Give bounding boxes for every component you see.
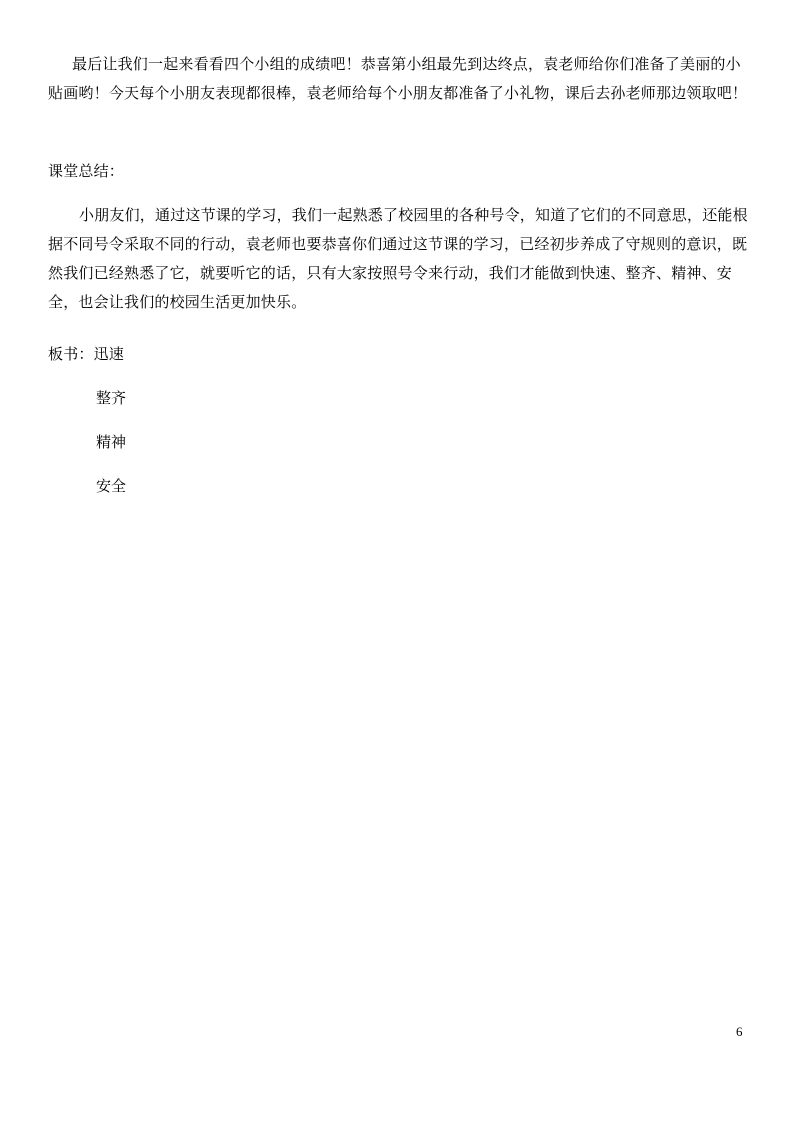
summary-heading: 课堂总结：: [48, 162, 125, 180]
summary-paragraph: 小朋友们，通过这节课的学习，我们一起熟悉了校园里的各种号令，知道了它们的不同意思，还能根据不同号令采取不同的行动，袁老师也要恭喜你们通过这节课的学习，已经初步养成了守规则的意识，既然我们已经熟悉了它，就要听它的话，只有大家按照号令来行动，我们才能做到快速、整齐、精神、安全，也会让我们的校园生活更加快乐。: [48, 206, 748, 311]
closing-paragraph: 最后让我们一起来看看四个小组的成绩吧！恭喜第小组最先到达终点，袁老师给你们准备了美丽的小贴画哟！今天每个小朋友表现都很棒，袁老师给每个小朋友都准备了小礼物，课后去孙老师那边领取吧！: [48, 55, 748, 102]
board-item-safe: 安全: [96, 477, 127, 495]
board-item-spirited: 精神: [96, 433, 127, 451]
board-item-tidy: 整齐: [96, 389, 127, 407]
board-heading: 板书：迅速: [48, 345, 125, 363]
page-number: 6: [736, 1024, 743, 1039]
